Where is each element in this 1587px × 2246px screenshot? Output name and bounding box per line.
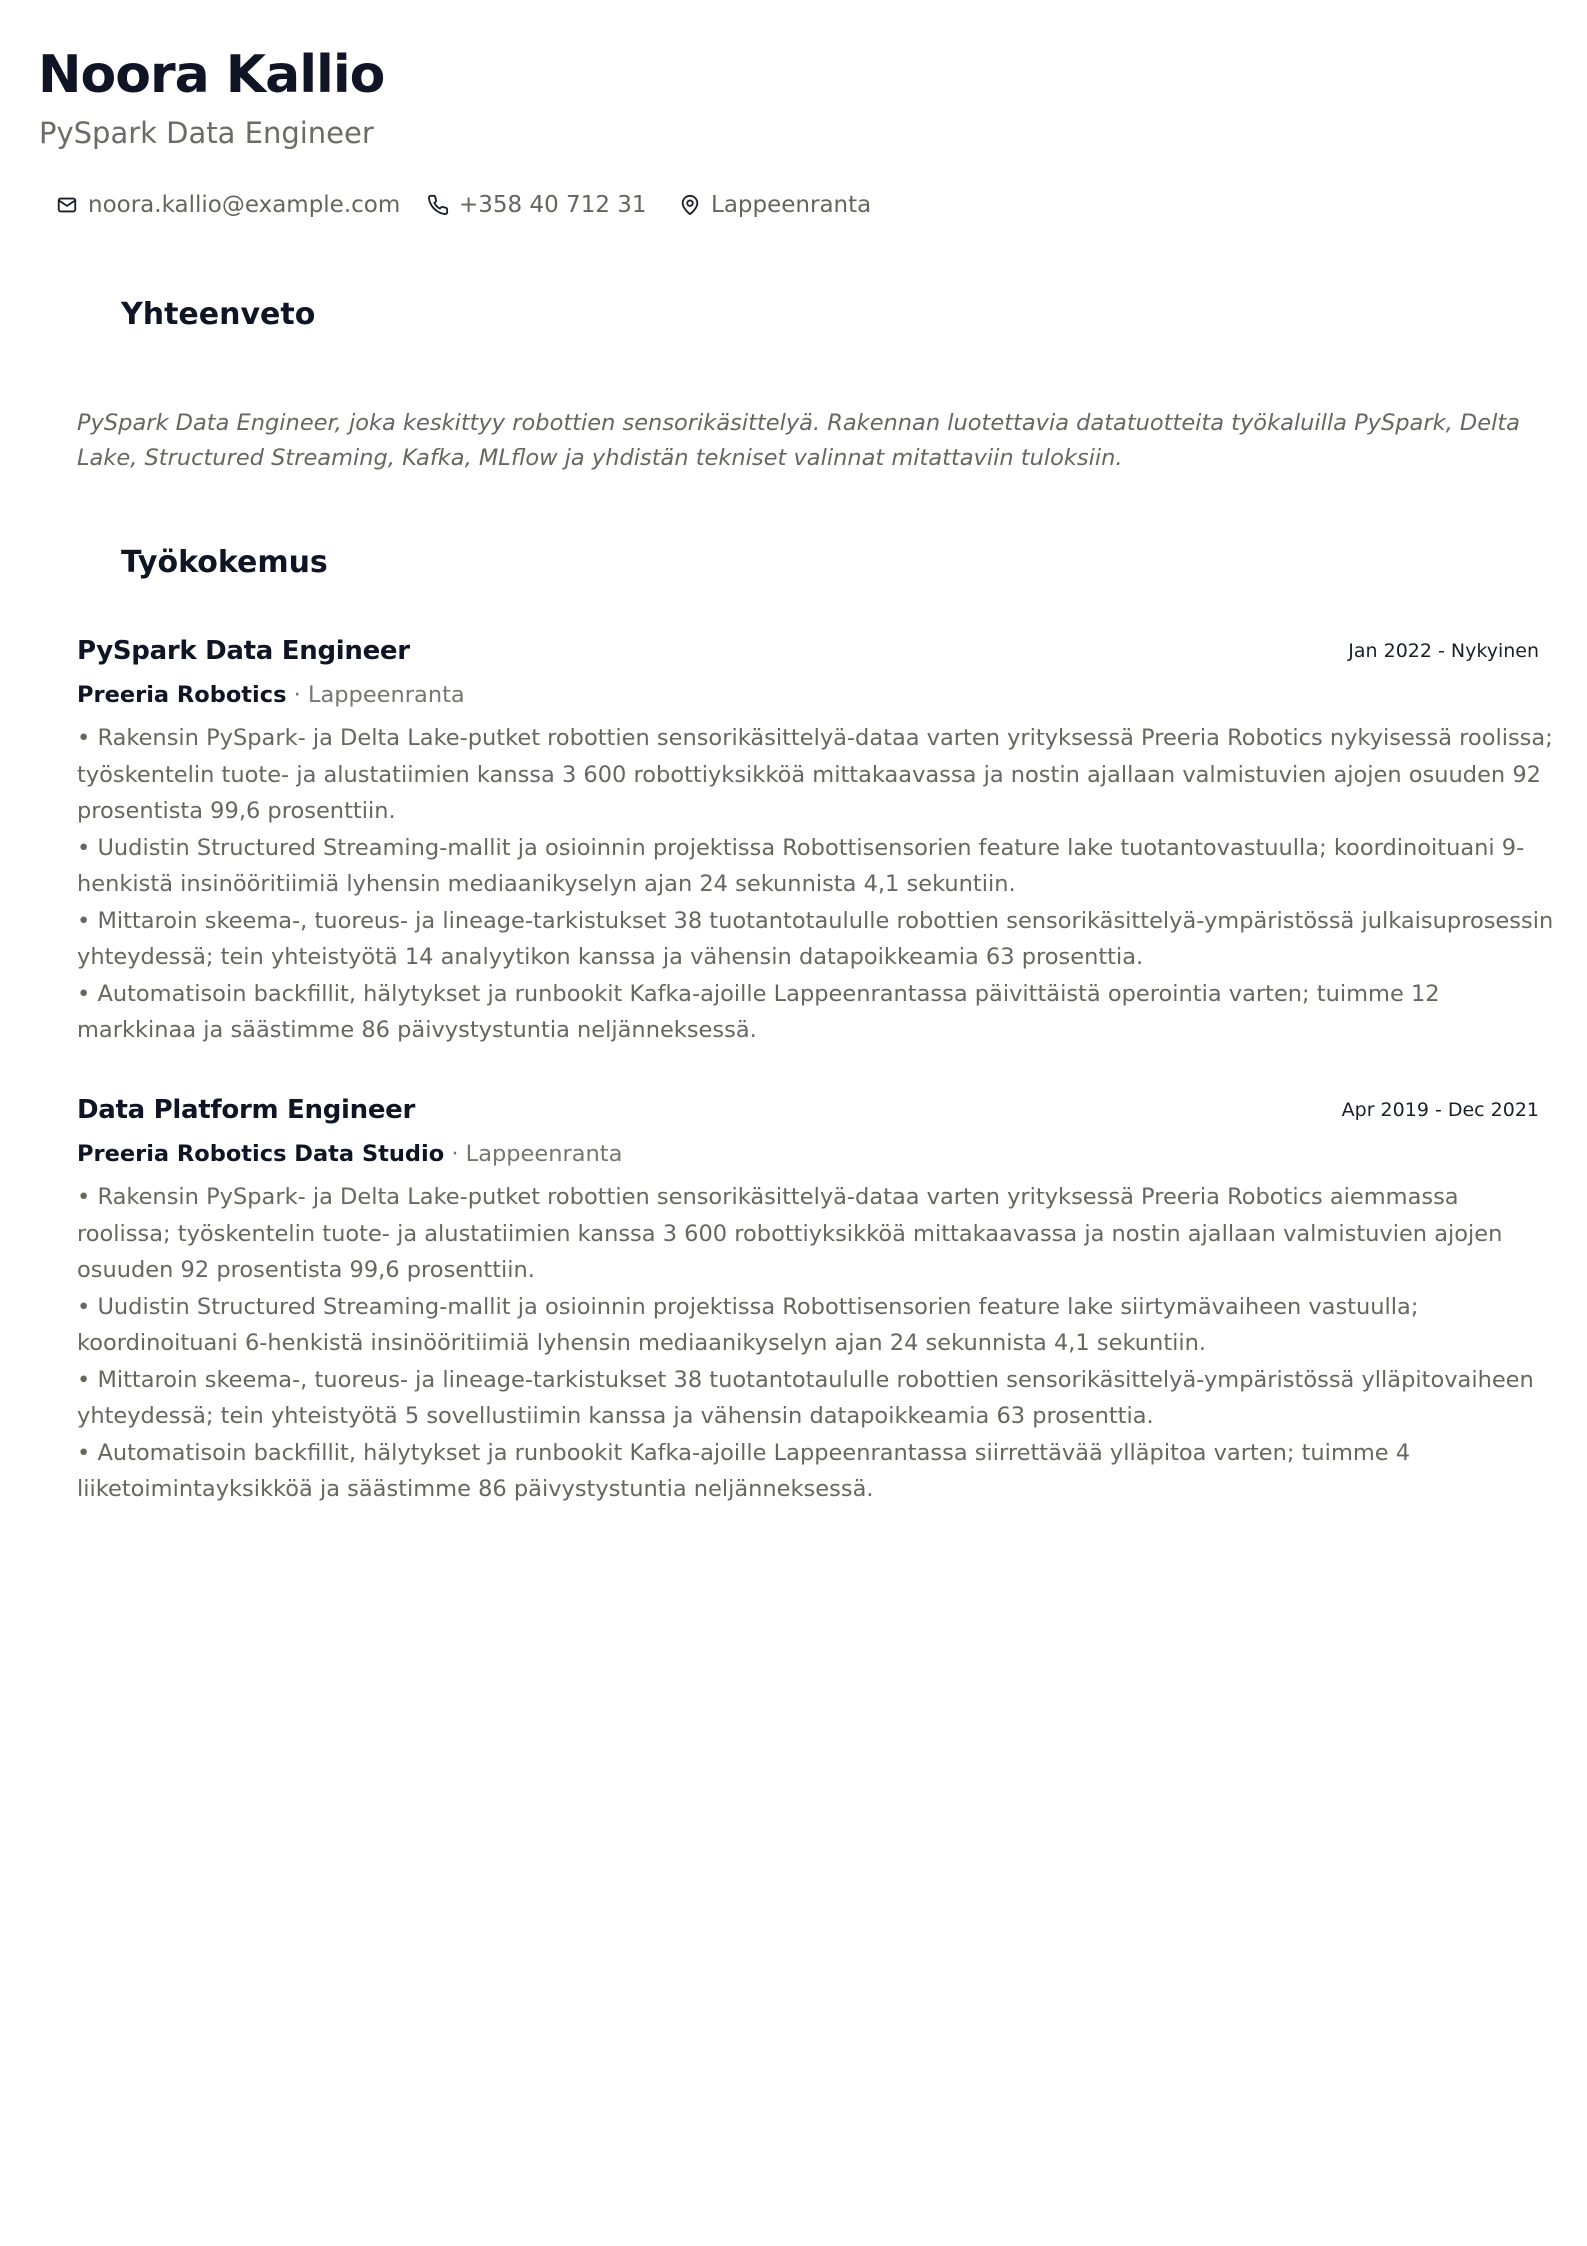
job-bullet: • Uudistin Structured Streaming-mallit ja osioinnin projektissa Robottisensorien feature lake tuotantovastuulla; koordinoituani 9-henkistä insinööritiimiä lyhensin mediaanikyselyn ajan 24 sekunnista 4,1 sekuntiin. <box>77 830 1557 903</box>
job-bullet: • Uudistin Structured Streaming-mallit ja osioinnin projektissa Robottisensorien feature lake siirtymävaiheen vastuulla; koordinoituani 6-henkistä insinööritiimiä lyhensin mediaanikyselyn ajan 24 sekunnista 4,1 sekuntiin. <box>77 1289 1557 1362</box>
job-location: Lappeenranta <box>465 1141 623 1167</box>
phone-icon <box>427 194 449 216</box>
job-company-line <box>77 680 1557 710</box>
job-bullet: • Mittaroin skeema-, tuoreus- ja lineage-tarkistukset 38 tuotantotaululle robottien sensorikäsittelyä-ympäristössä ylläpitovaiheen yhteydessä; tein yhteistyötä 5 sovellustiimin kanssa ja vähensin datapoikkeamia 63 prosenttia. <box>77 1362 1557 1435</box>
contact-phone-text: +358 40 712 31 <box>459 192 647 218</box>
job-bullet: • Rakensin PySpark- ja Delta Lake-putket robottien sensorikäsittelyä-dataa varten yrityksessä Preeria Robotics nykyisessä roolissa; työskentelin tuote- ja alustatiimien kanssa 3 600 robottiyksikköä mittakaavassa ja nostin ajallaan valmistuvien ajojen osuuden 92 prosentista 99,6 prosenttiin. <box>77 720 1557 830</box>
job-bullets <box>77 720 1557 1049</box>
contact-phone[interactable] <box>427 192 647 218</box>
job-company: Preeria Robotics Data Studio <box>77 1141 445 1167</box>
job-header <box>77 1095 1557 1135</box>
job-bullet: • Rakensin PySpark- ja Delta Lake-putket robottien sensorikäsittelyä-dataa varten yrityksessä Preeria Robotics aiemmassa roolissa; työskentelin tuote- ja alustatiimien kanssa 3 600 robottiyksikköä mittakaavassa ja nostin ajallaan valmistuvien ajojen osuuden 92 prosentista 99,6 prosenttiin. <box>77 1179 1557 1289</box>
job-title: Data Platform Engineer <box>77 1095 416 1125</box>
job-dates: Jan 2022 - Nykyinen <box>1348 640 1539 662</box>
section-title-summary: Yhteenveto <box>121 297 316 332</box>
job-bullet: • Automatisoin backfillit, hälytykset ja runbookit Kafka-ajoille Lappeenrantassa siirrettävää ylläpitoa varten; tuimme 4 liiketoimintayksikköä ja säästimme 86 päivystystuntia neljänneksessä. <box>77 1435 1557 1508</box>
candidate-role: PySpark Data Engineer <box>39 116 374 150</box>
job-bullets <box>77 1179 1557 1508</box>
job-bullet: • Mittaroin skeema-, tuoreus- ja lineage-tarkistukset 38 tuotantotaululle robottien sensorikäsittelyä-ympäristössä julkaisuprosessin yhteydessä; tein yhteistyötä 14 analyytikon kanssa ja vähensin datapoikkeamia 63 prosenttia. <box>77 903 1557 976</box>
map-pin-icon <box>679 194 701 216</box>
job-entry <box>77 636 1557 1049</box>
section-title-experience: Työkokemus <box>121 545 328 580</box>
contact-email[interactable] <box>56 192 400 218</box>
job-company: Preeria Robotics <box>77 682 287 708</box>
job-title: PySpark Data Engineer <box>77 636 410 666</box>
job-separator: · <box>293 682 301 708</box>
job-location: Lappeenranta <box>307 682 465 708</box>
job-bullet: • Automatisoin backfillit, hälytykset ja runbookit Kafka-ajoille Lappeenrantassa päivittäistä operointia varten; tuimme 12 markkinaa ja säästimme 86 päivystystuntia neljänneksessä. <box>77 976 1557 1049</box>
contact-location-text: Lappeenranta <box>711 192 872 218</box>
summary-text: PySpark Data Engineer, joka keskittyy robottien sensorikäsittelyä. Rakennan luotettavia datatuotteita työkaluilla PySpark, Delta Lake, Structured Streaming, Kafka, MLflow ja yhdistän tekniset valinnat mitattaviin tuloksiin. <box>77 410 1520 471</box>
job-dates: Apr 2019 - Dec 2021 <box>1341 1099 1539 1121</box>
contact-location <box>679 192 871 218</box>
job-separator: · <box>451 1141 459 1167</box>
job-entry <box>77 1095 1557 1508</box>
contact-email-text: noora.kallio@example.com <box>88 192 401 218</box>
job-header <box>77 636 1557 676</box>
candidate-name: Noora Kallio <box>38 45 385 105</box>
job-company-line <box>77 1139 1557 1169</box>
mail-icon <box>56 194 78 216</box>
